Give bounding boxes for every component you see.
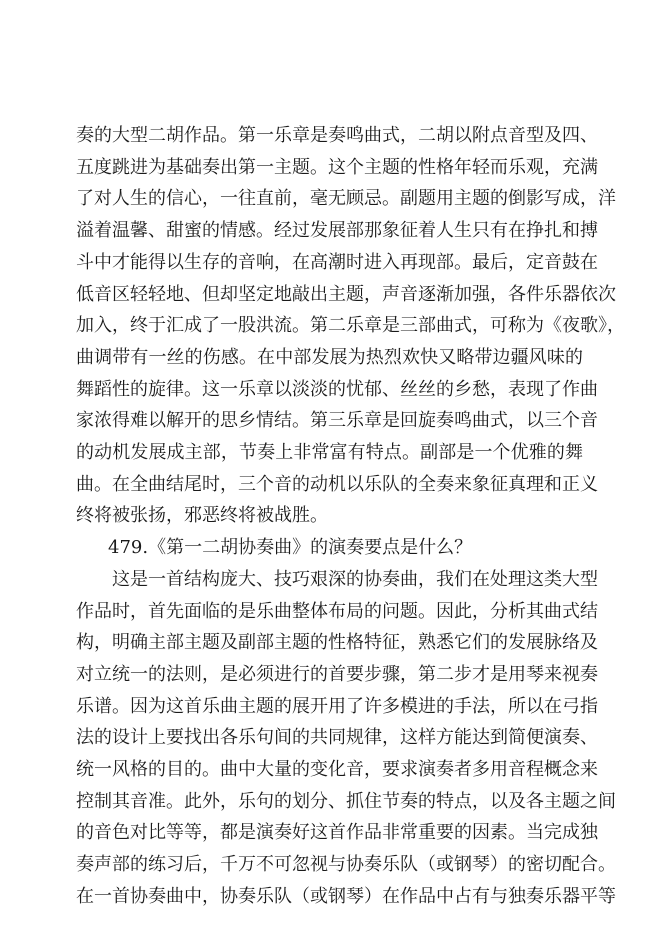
paragraph-line: 统一风格的目的。曲中大量的变化音，要求演奏者多用音程概念来: [76, 759, 598, 780]
paragraph-line: 了对人生的信心，一往直前，毫无顾忌。副题用主题的倒影写成，洋: [76, 188, 616, 210]
paragraph-line: 舞蹈性的旋律。这一乐章以淡淡的忧郁、丝丝的乡愁，表现了作曲: [76, 378, 598, 400]
paragraph-line: 作品时，首先面临的是乐曲整体布局的问题。因此，分析其曲式结: [76, 600, 598, 622]
paragraph-line: 溢着温馨、甜蜜的情感。经过发展部那象征着人生只有在挣扎和搏: [76, 220, 598, 242]
paragraph-line: 曲。在全曲结尾时，三个音的动机以乐队的全奏来象征真理和正义: [76, 473, 598, 495]
paragraph-line: 家浓得难以解开的思乡情结。第三乐章是回旋奏鸣曲式，以三个音: [76, 410, 598, 432]
paragraph-line: 终将被张扬，邪恶终将被战胜。: [76, 505, 328, 527]
paragraph-line: 的动机发展成主部，节奏上非常富有特点。副部是一个优雅的舞: [76, 442, 583, 463]
paragraph-line: 斗中才能得以生存的音响，在高潮时进入再现部。最后，定音鼓在: [76, 251, 598, 273]
paragraph-line: 对立统一的法则，是必须进行的首要步骤，第二步才是用琴来视奏: [76, 663, 598, 685]
paragraph-line: 控制其音准。此外，乐句的划分、抓住节奏的特点，以及各主题之间: [76, 790, 616, 812]
paragraph-line: 构，明确主部主题及副部主题的性格特征，熟悉它们的发展脉络及: [76, 632, 598, 654]
paragraph-line: 低音区轻轻地、但却坚定地敲出主题，声音逐渐加强，各件乐器依次: [76, 283, 616, 305]
paragraph-line: 这是一首结构庞大、技巧艰深的协奏曲，我们在处理这类大型: [112, 568, 598, 590]
paragraph-line: 在一首协奏曲中，协奏乐队（或钢琴）在作品中占有与独奏乐器平等: [76, 885, 616, 907]
paragraph-line: 加入，终于汇成了一股洪流。第二乐章是三部曲式，可称为《夜歌》，: [76, 315, 625, 337]
paragraph-line: 法的设计上要找出各乐句间的共同规律，这样方能达到简便演奏、: [76, 727, 598, 749]
paragraph-line: 曲调带有一丝的伤感。在中部发展为热烈欢快又略带边疆风味的: [76, 346, 583, 368]
question-heading: 479.《第一二胡协奏曲》的演奏要点是什么？: [108, 537, 473, 559]
paragraph-line: 乐谱。因为这首乐曲主题的展开用了许多模进的手法，所以在弓指: [76, 695, 598, 717]
paragraph-line: 奏的大型二胡作品。第一乐章是奏鸣曲式，二胡以附点音型及四、: [76, 125, 598, 146]
paragraph-line: 五度跳进为基础奏出第一主题。这个主题的性格年轻而乐观，充满: [76, 156, 598, 178]
paragraph-line: 的音色对比等等，都是演奏好这首作品非常重要的因素。当完成独: [76, 822, 598, 844]
paragraph-line: 奏声部的练习后，千万不可忽视与协奏乐队（或钢琴）的密切配合。: [76, 854, 616, 876]
